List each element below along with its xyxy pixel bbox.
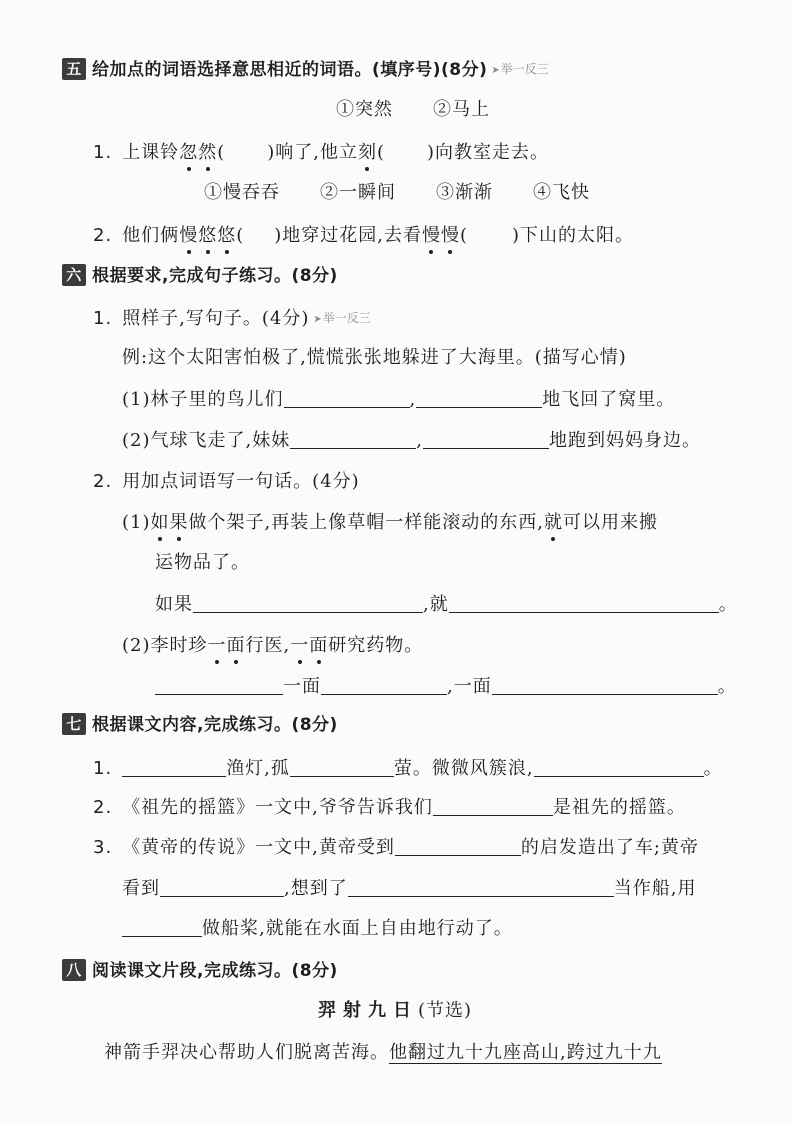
question-6-1-tag: ➤举一反三 <box>313 311 371 325</box>
answer-blank[interactable] <box>449 594 719 613</box>
question-number: 1. <box>93 758 113 779</box>
answer-line-1 <box>155 592 738 618</box>
section-6-heading <box>62 263 338 289</box>
question-text: 是祖先的摇篮。 <box>552 797 686 818</box>
answer-blank[interactable] <box>193 594 423 613</box>
period: 。 <box>717 676 737 697</box>
dotted-char: 如 <box>151 510 170 536</box>
dotted-char: 忽 <box>179 140 198 166</box>
answer-blank[interactable] <box>290 430 416 449</box>
question-number: 1. <box>93 308 113 329</box>
section-8-title: 阅读课文片段,完成练习。(8分) <box>92 961 338 981</box>
sentence-text: 做个架子,再装上像草帽一样能滚动的东西, <box>188 512 544 533</box>
comma: , <box>409 389 417 410</box>
question-number: 2. <box>93 225 113 246</box>
section-6-number: 六 <box>62 264 86 286</box>
section-5-number: 五 <box>62 58 86 80</box>
passage-paragraph <box>104 1040 662 1066</box>
question-7-3 <box>93 835 699 861</box>
question-number: 2. <box>93 797 113 818</box>
answer-blank[interactable] <box>534 758 704 777</box>
sentence-text: (1)林子里的鸟儿们 <box>122 389 284 410</box>
question-number: 2. <box>93 471 113 492</box>
sentence-text: 地跑到妈妈身边。 <box>548 430 701 451</box>
answer-blank[interactable] <box>160 878 284 897</box>
options-row-1 <box>336 97 490 123</box>
section-7-title: 根据课文内容,完成练习。(8分) <box>92 715 338 735</box>
sentence-1 <box>122 387 675 413</box>
section-6-title: 根据要求,完成句子练习。(8分) <box>92 266 338 286</box>
answer-blank[interactable] <box>416 389 542 408</box>
dotted-char: 悠 <box>217 223 236 249</box>
dotted-char: 果 <box>170 510 189 536</box>
section-5-heading <box>62 56 549 84</box>
underlined-passage-text: 他翻过九十九座高山,跨过九十九 <box>389 1042 662 1063</box>
question-text: )向教室走去。 <box>427 142 550 163</box>
answer-blank[interactable] <box>492 676 718 695</box>
section-8-number: 八 <box>62 959 86 981</box>
question-number: 1. <box>93 142 113 163</box>
dotted-char: 就 <box>544 510 563 536</box>
sentence-text: ,就 <box>423 594 449 615</box>
passage-title-text: 羿射九日 <box>318 1000 418 1021</box>
question-6-1 <box>93 305 371 333</box>
question-7-2 <box>93 795 686 821</box>
sentence-text: 如果 <box>155 594 193 615</box>
answer-blank[interactable] <box>122 918 202 937</box>
dotted-char: 面 <box>309 633 328 659</box>
question-text: 做船桨,就能在水面上自由地行动了。 <box>202 918 513 939</box>
paren-open: ( <box>459 225 468 246</box>
example-sentence: 例:这个太阳害怕极了,慌慌张张地躲进了大海里。(描写心情) <box>122 347 627 368</box>
sentence-text: 可以用来搬 <box>562 512 658 533</box>
answer-line-2 <box>155 674 737 700</box>
arrow-icon: ➤ <box>491 65 500 76</box>
question-7-3-line-2 <box>122 876 696 902</box>
arrow-icon: ➤ <box>313 314 322 325</box>
option: ②马上 <box>433 99 490 120</box>
sentence-text: ,一面 <box>447 676 492 697</box>
paren-open: ( <box>236 225 245 246</box>
option: ③渐渐 <box>436 182 493 203</box>
options-row-2 <box>204 180 590 206</box>
dotted-char: 面 <box>227 633 246 659</box>
sentence-text: 研究药物。 <box>328 635 424 656</box>
paren-open: ( <box>376 142 385 163</box>
passage-title <box>318 998 472 1024</box>
sentence-text: 地飞回了窝里。 <box>542 389 676 410</box>
dotted-char: 一 <box>290 633 309 659</box>
question-text: 萤。微微风簇浪, <box>393 758 534 779</box>
sentence-2 <box>122 428 701 454</box>
section-5-title: 给加点的词语选择意思相近的词语。(填序号)(8分) <box>92 60 488 80</box>
question-6-2 <box>93 469 360 495</box>
question-text: )下山的太阳。 <box>512 225 635 246</box>
answer-blank[interactable] <box>433 797 553 816</box>
question-7-3-line-3 <box>122 916 513 942</box>
option: ②一瞬间 <box>320 182 396 203</box>
sentence-text: (1) <box>122 512 151 533</box>
question-text: 照样子,写句子。(4分) <box>122 308 310 329</box>
passage-text: 神箭手羿决心帮助人们脱离苦海。 <box>104 1042 389 1063</box>
section-7-heading <box>62 712 338 738</box>
sentence-text: 行医, <box>245 635 291 656</box>
question-text: 《祖先的摇篮》一文中,爷爷告诉我们 <box>122 797 433 818</box>
option: ④飞快 <box>533 182 590 203</box>
paren-open: ( <box>217 142 226 163</box>
question-text: 他们俩 <box>122 225 180 246</box>
passage-subtitle: (节选) <box>418 1000 473 1021</box>
dotted-char: 刻 <box>358 140 377 166</box>
period: 。 <box>718 594 738 615</box>
option: ①突然 <box>336 99 393 120</box>
question-text: 当作船,用 <box>613 878 697 899</box>
answer-blank[interactable] <box>284 389 410 408</box>
sentence-3 <box>122 510 658 536</box>
answer-blank[interactable] <box>122 758 226 777</box>
dotted-char: 慢 <box>422 223 441 249</box>
question-text: 上课铃 <box>122 142 180 163</box>
dotted-char: 然 <box>198 140 217 166</box>
answer-blank[interactable] <box>423 430 549 449</box>
question-text: )地穿过花园,去看 <box>274 225 422 246</box>
dotted-char: 悠 <box>198 223 217 249</box>
section-5-tag: ➤举一反三 <box>491 62 549 76</box>
question-7-1 <box>93 756 723 782</box>
question-text: 《黄帝的传说》一文中,黄帝受到 <box>122 837 395 858</box>
sentence-4 <box>122 633 423 659</box>
question-text: 渔灯,孤 <box>226 758 290 779</box>
answer-blank[interactable] <box>348 878 614 897</box>
question-text: 看到 <box>122 878 160 899</box>
question-text: 用加点词语写一句话。(4分) <box>122 471 360 492</box>
question-5-1 <box>93 140 549 166</box>
question-text: ,想到了 <box>284 878 348 899</box>
dotted-char: 一 <box>208 633 227 659</box>
sentence-text: (2)气球飞走了,妹妹 <box>122 430 291 451</box>
answer-blank[interactable] <box>155 676 283 695</box>
section-7-number: 七 <box>62 713 86 735</box>
question-text: 的启发造出了车;黄帝 <box>520 837 699 858</box>
question-number: 3. <box>93 837 113 858</box>
dotted-char: 慢 <box>441 223 460 249</box>
question-text: )响了,他立 <box>267 142 358 163</box>
answer-blank[interactable] <box>395 837 521 856</box>
period: 。 <box>703 758 723 779</box>
sentence-3-cont: 运物品了。 <box>155 552 250 573</box>
answer-blank[interactable] <box>321 676 447 695</box>
question-5-2 <box>93 223 634 249</box>
sentence-text: (2)李时珍 <box>122 635 208 656</box>
comma: , <box>416 430 423 451</box>
option: ①慢吞吞 <box>204 182 280 203</box>
section-8-heading <box>62 958 338 984</box>
answer-blank[interactable] <box>290 758 394 777</box>
sentence-text: 一面 <box>283 676 321 697</box>
dotted-char: 慢 <box>179 223 198 249</box>
